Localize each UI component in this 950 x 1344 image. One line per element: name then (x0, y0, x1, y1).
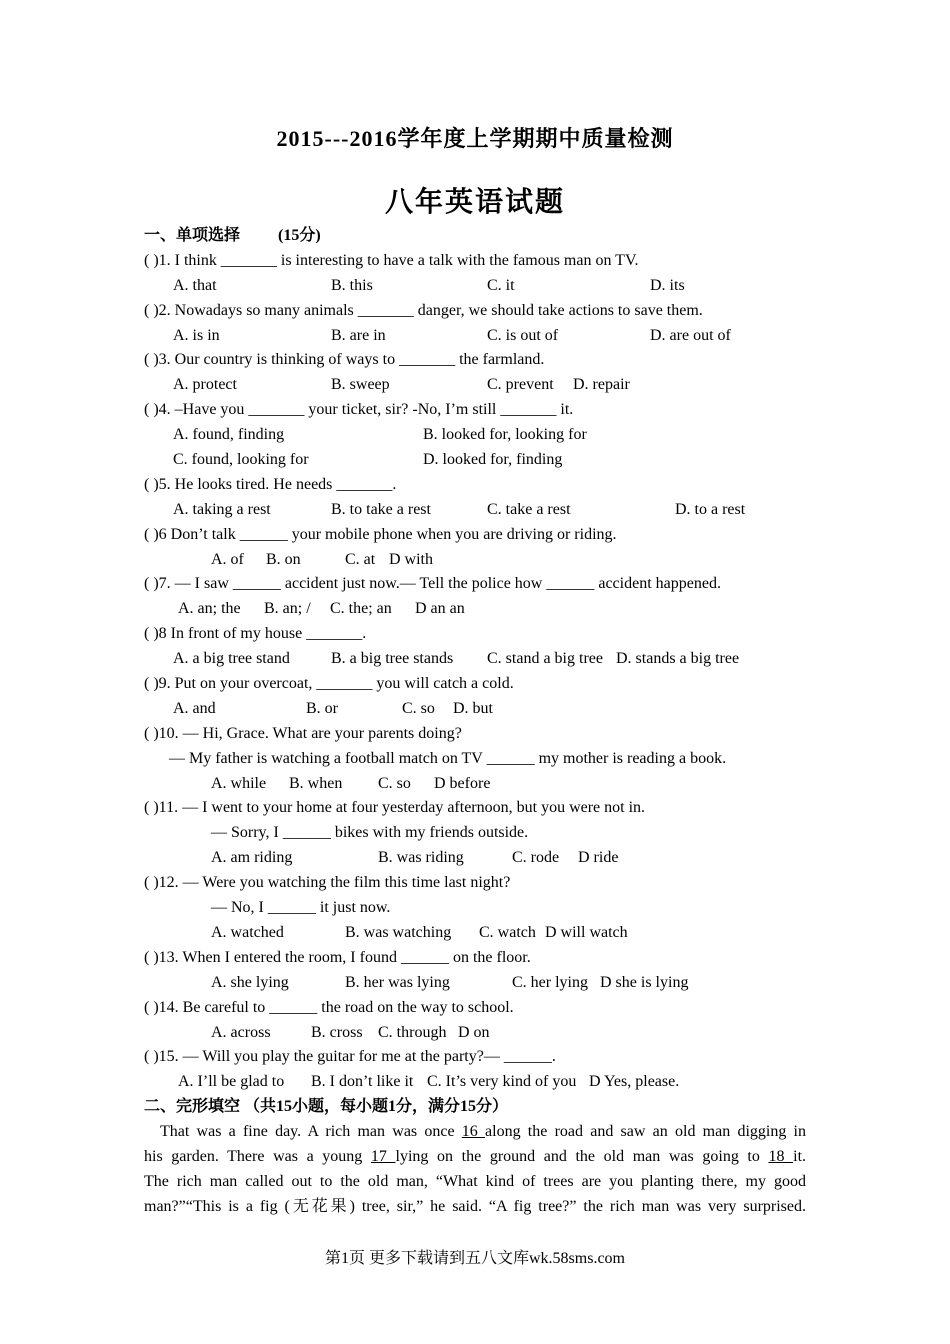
option: A. that (173, 276, 217, 294)
option: B. a big tree stands (331, 650, 454, 668)
option: A. of (211, 550, 244, 568)
option-row (144, 971, 809, 996)
question-stem: ( )5. He looks tired. He needs _______. (144, 475, 397, 493)
exam-title: 2015---2016学年度上学期期中质量检测 (276, 126, 674, 151)
option: D she is lying (600, 973, 689, 991)
question-stem: ( )14. Be careful to ______ the road on the way to school. (144, 998, 514, 1016)
question-stem: ( )3. Our country is thinking of ways to _______ the farmland. (144, 351, 545, 369)
option: D. its (650, 276, 685, 294)
option-row (144, 423, 809, 448)
option: C. rode (512, 849, 560, 867)
question-stem: ( )1. I think _______ is interesting to have a talk with the famous man on TV. (144, 251, 639, 269)
cloze-passage (144, 1120, 806, 1220)
option-row (144, 324, 809, 349)
option: B. was riding (378, 849, 464, 867)
option: A. is in (173, 326, 220, 344)
option-row (144, 597, 809, 622)
option: B. are in (331, 326, 386, 344)
option: D. repair (573, 376, 630, 394)
option-row (144, 498, 809, 523)
option: A. am riding (211, 849, 293, 867)
option: B. when (289, 774, 343, 792)
option-row (144, 373, 809, 398)
option: D an an (415, 600, 465, 618)
blank-18: 18 (768, 1147, 794, 1165)
option: B. an; / (264, 600, 311, 618)
option-row (144, 697, 809, 722)
question-stem-cont: — Sorry, I ______ bikes with my friends outside. (211, 824, 529, 842)
option: C. at (345, 550, 376, 568)
option: D. but (453, 699, 493, 717)
option: D. stands a big tree (616, 650, 740, 668)
question-stem: ( )7. — I saw ______ accident just now.— Tell the police how ______ accident happened. (144, 575, 721, 593)
option: A. and (173, 699, 216, 717)
question-stem: ( )10. — Hi, Grace. What are your parents doing? (144, 724, 462, 742)
option: B. looked for, looking for (423, 426, 587, 444)
option: C. take a rest (487, 500, 571, 518)
blank-17: 17 (370, 1147, 396, 1165)
option: B. sweep (331, 376, 390, 394)
option: C. is out of (487, 326, 559, 344)
question-stem-cont: — No, I ______ it just now. (211, 899, 391, 917)
option: A. a big tree stand (173, 650, 290, 668)
option: C. It’s very kind of you (427, 1073, 577, 1091)
option: C. her lying (512, 973, 588, 991)
option: C. so (402, 699, 435, 717)
section-score: (15分) (278, 227, 321, 244)
option: B. I don’t like it (311, 1073, 414, 1091)
option: C. stand a big tree (487, 650, 603, 668)
question-stem: ( )6 Don’t talk ______ your mobile phone when you are driving or riding. (144, 525, 617, 543)
option: D. are out of (650, 326, 731, 344)
option: D Yes, please. (589, 1073, 680, 1091)
option-row (144, 548, 809, 573)
option: C. so (378, 774, 411, 792)
question-stem: ( )13. When I entered the room, I found ______ on the floor. (144, 948, 531, 966)
option: B. this (331, 276, 373, 294)
option: A. taking a rest (173, 500, 271, 518)
option-row (144, 274, 809, 299)
option: C. prevent (487, 376, 554, 394)
option: D. looked for, finding (423, 451, 563, 469)
option: C. it (487, 276, 515, 294)
question-stem: ( )4. –Have you _______ your ticket, sir? -No, I’m still _______ it. (144, 401, 574, 419)
option: A. she lying (211, 973, 289, 991)
option: A. found, finding (173, 426, 285, 444)
option: D. to a rest (675, 500, 746, 518)
option: B. to take a rest (331, 500, 431, 518)
option-row (144, 448, 809, 473)
question-stem: ( )11. — I went to your home at four yesterday afternoon, but you were not in. (144, 799, 646, 817)
page-footer: 第1页 更多下载请到五八文库wk.58sms.com (324, 1250, 625, 1267)
option-row (144, 921, 809, 946)
option: B. her was lying (345, 973, 450, 991)
option: A. I’ll be glad to (178, 1073, 285, 1091)
question-stem: ( )12. — Were you watching the film this time last night? (144, 874, 511, 892)
option: A. while (211, 774, 267, 792)
option: A. watched (211, 923, 284, 941)
option: C. the; an (330, 600, 392, 618)
option: D with (389, 550, 433, 568)
option-row (144, 846, 809, 871)
option: D on (458, 1023, 490, 1041)
option: D before (434, 774, 491, 792)
option: A. protect (173, 376, 237, 394)
blank-16: 16 (461, 1123, 486, 1140)
option: B. on (266, 550, 301, 568)
question-area (144, 224, 809, 1120)
option-row (144, 772, 809, 797)
option: C. found, looking for (173, 451, 309, 469)
option-row (144, 1070, 809, 1095)
passage-line: his garden. There was a young 17 lying on the ground and the old man was going to 18 it. (144, 1147, 807, 1165)
passage-line: man?”“This is a fig (无花果) tree, sir,” he said. “A fig tree?” the rich man was very surprised. (144, 1197, 806, 1215)
question-stem: ( )2. Nowadays so many animals _______ danger, we should take actions to save them. (144, 301, 703, 319)
section-heading: 二、完形填空 （共15小题，每小题1分，满分15分） (144, 1098, 509, 1116)
question-stem-cont: — My father is watching a football match on TV ______ my mother is reading a book. (169, 749, 727, 767)
option: A. across (211, 1023, 271, 1041)
section-heading (144, 224, 809, 249)
option: B. was watching (345, 923, 452, 941)
passage-line: The rich man called out to the old man, “What kind of trees are you planting there, my good (144, 1172, 806, 1190)
question-stem: ( )15. — Will you play the guitar for me at the party?— ______. (144, 1048, 556, 1066)
option: B. cross (311, 1023, 363, 1041)
option: B. or (306, 699, 338, 717)
option: C. through (378, 1023, 447, 1041)
option: A. an; the (178, 600, 241, 618)
question-stem: ( )9. Put on your overcoat, _______ you will catch a cold. (144, 675, 514, 693)
option-row (144, 647, 809, 672)
passage-line: That was a fine day. A rich man was once 16 along the road and saw an old man digging in (160, 1123, 807, 1140)
exam-subtitle: 八年英语试题 (384, 187, 565, 218)
section-title: 一、单项选择 (144, 227, 241, 244)
option: D ride (578, 849, 619, 867)
option: C. watch (479, 923, 536, 941)
option: D will watch (545, 923, 628, 941)
option-row (144, 1021, 809, 1046)
question-stem: ( )8 In front of my house _______. (144, 625, 367, 643)
